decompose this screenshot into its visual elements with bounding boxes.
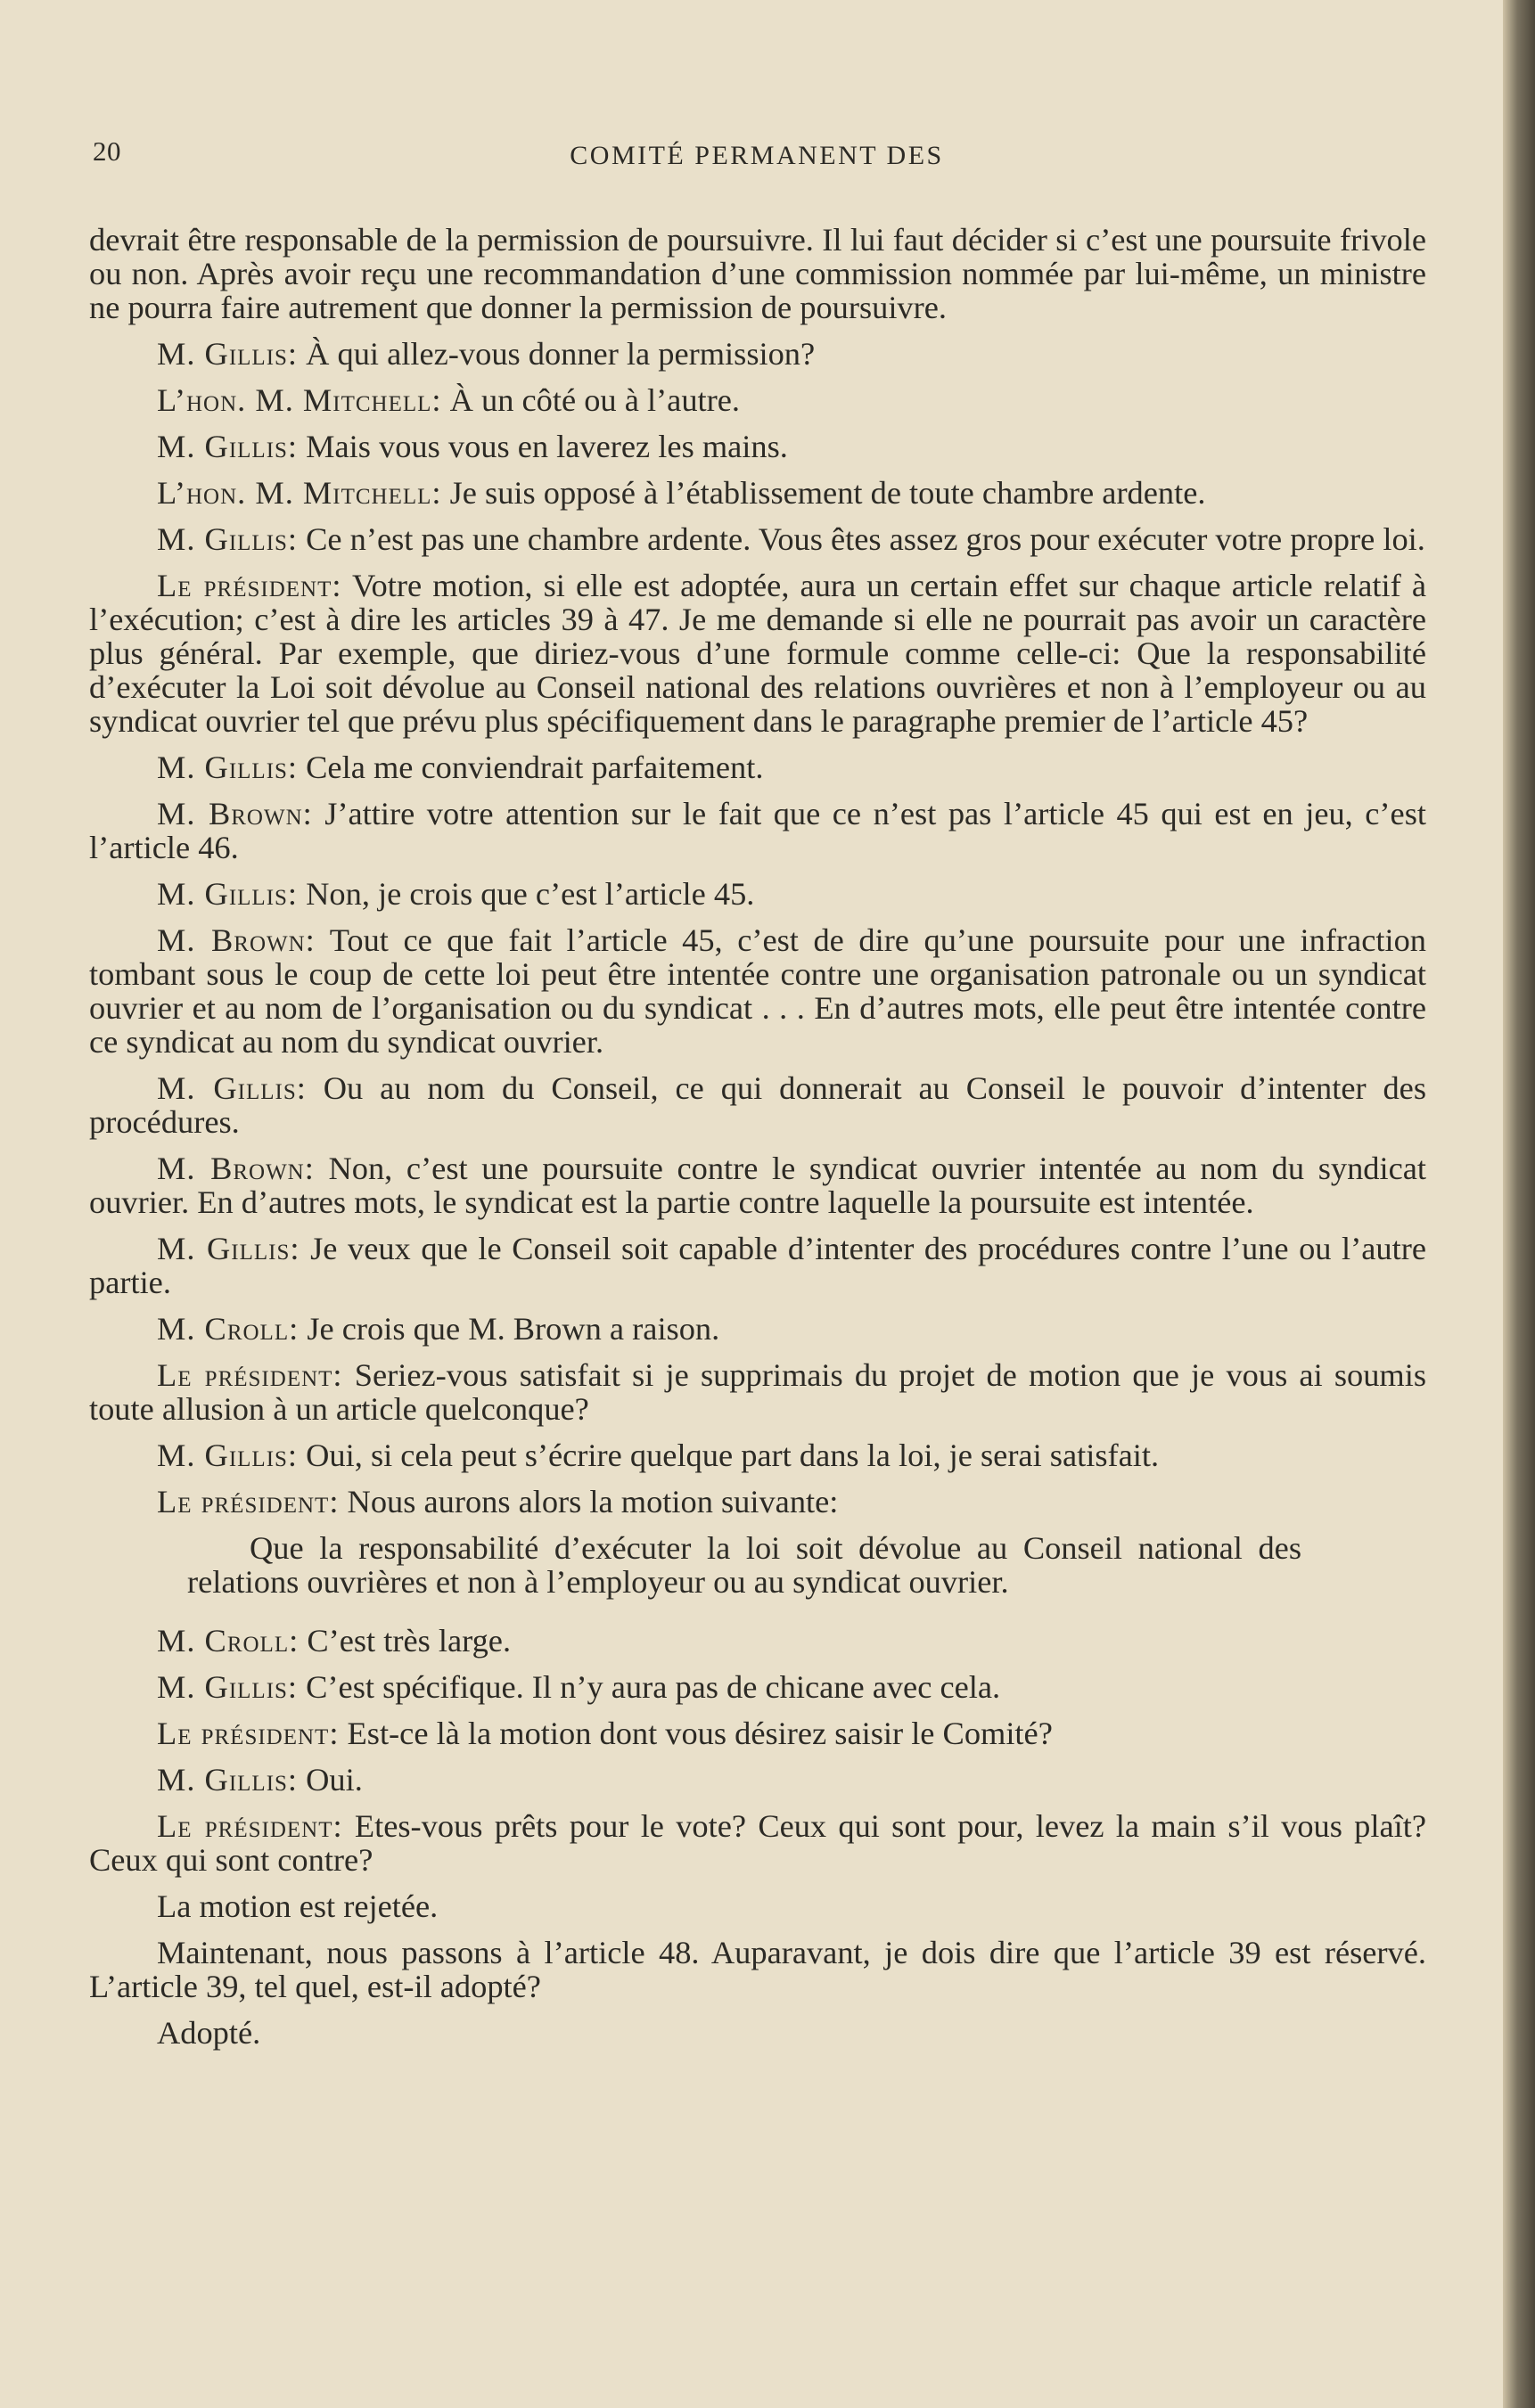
speaker-turn — [89, 1438, 1426, 1472]
speaker-name: M. Croll: — [157, 1623, 300, 1659]
paragraph — [89, 1889, 1426, 1923]
speaker-turn — [89, 1358, 1426, 1426]
speech-text: Nous aurons alors la motion suivante: — [347, 1484, 839, 1519]
speaker-turn — [89, 1071, 1426, 1139]
speech-text: Cela me conviendrait parfaitement. — [306, 749, 764, 785]
speaker-name: M. Gillis: — [157, 1070, 307, 1106]
speech-text: Est-ce là la motion dont vous désirez saisir le Comité? — [347, 1716, 1053, 1751]
speech-text: Oui, si cela peut s’écrire quelque part dans la loi, je serai satisfait. — [306, 1437, 1160, 1473]
speech-text: Non, c’est une poursuite contre le syndicat ouvrier intentée au nom du syndicat ouvrier. En d’autres mots, le syndicat est la partie contre laquelle la poursuite est intentée. — [89, 1151, 1426, 1220]
paragraph-text: Adopté. — [157, 2015, 261, 2051]
speaker-turn — [89, 569, 1426, 738]
speech-text: À un côté ou à l’autre. — [449, 382, 741, 418]
page-header — [93, 135, 1421, 189]
speaker-name: Le président: — [157, 568, 342, 603]
speech-text: Etes-vous prêts pour le vote? Ceux qui sont pour, levez la main s’il vous plaît? Ceux qui sont contre? — [89, 1808, 1426, 1878]
speech-text: C’est spécifique. Il n’y aura pas de chicane avec cela. — [306, 1669, 1001, 1705]
speaker-name: Le président: — [157, 1484, 340, 1519]
speaker-name: Le président: — [157, 1357, 343, 1393]
motion-quote: Que la responsabilité d’exécuter la loi soit dévolue au Conseil national des relations ouvrières et non à l’employeur ou au syndicat ouvrier. — [187, 1530, 1301, 1600]
speech-text: Non, je crois que c’est l’article 45. — [306, 876, 755, 912]
speaker-name: M. Gillis: — [157, 1762, 299, 1798]
speaker-name: L’hon. M. Mitchell: — [157, 475, 442, 511]
speaker-name: M. Gillis: — [157, 429, 299, 464]
speaker-name: M. Gillis: — [157, 336, 299, 372]
speech-text: Mais vous vous en laverez les mains. — [306, 429, 788, 464]
speech-text: Je veux que le Conseil soit capable d’intenter des procédures contre l’une ou l’autre partie. — [89, 1231, 1426, 1300]
speaker-name: M. Gillis: — [157, 749, 299, 785]
page-number: 20 — [93, 135, 121, 167]
speech-text: Ce n’est pas une chambre ardente. Vous êtes assez gros pour exécuter votre propre loi. — [306, 521, 1425, 557]
speaker-turn — [89, 1809, 1426, 1877]
speaker-name: M. Brown: — [157, 796, 313, 831]
speech-text: Votre motion, si elle est adoptée, aura un certain effet sur chaque article relatif à l’exécution; c’est à dire les articles 39 à 47. Je me demande si elle ne pourrait pas avoir un caractère plus général. Par exemple, que diriez-vous d’une formule comme celle-ci: Que la responsabilité d’exécuter la Loi soit dévolue au Conseil national des relations ouvrières et non à l’employeur ou au syndicat ouvrier tel que prévu plus spécifiquement dans le paragraphe premier de l’article 45? — [89, 568, 1426, 739]
speaker-turn — [89, 430, 1426, 463]
speaker-turn — [89, 1716, 1426, 1750]
paragraph — [89, 2016, 1426, 2050]
speaker-turn — [89, 1763, 1426, 1797]
speaker-turn — [89, 337, 1426, 371]
paragraph-text: Maintenant, nous passons à l’article 48. Auparavant, je dois dire que l’article 39 est réservé. L’article 39, tel quel, est-il adopté? — [89, 1935, 1426, 2004]
speaker-turn — [89, 1232, 1426, 1299]
paragraph — [89, 1936, 1426, 2003]
speaker-turn — [89, 1485, 1426, 1519]
speaker-name: M. Croll: — [157, 1311, 300, 1347]
speaker-turn — [89, 923, 1426, 1059]
speaker-turn — [89, 1670, 1426, 1704]
transcript-body — [89, 223, 1426, 2062]
speaker-name: M. Gillis: — [157, 1437, 299, 1473]
speech-text: Ou au nom du Conseil, ce qui donnerait au Conseil le pouvoir d’intenter des procédures. — [89, 1070, 1426, 1140]
speech-text: Oui. — [306, 1762, 363, 1798]
page-edge-shadow — [1503, 0, 1535, 2408]
paragraph — [89, 223, 1426, 324]
speaker-name: M. Gillis: — [157, 521, 299, 557]
speaker-turn — [89, 522, 1426, 556]
speaker-turn — [89, 1151, 1426, 1219]
speaker-name: Le président: — [157, 1808, 343, 1844]
speaker-turn — [89, 476, 1426, 510]
speaker-name: M. Gillis: — [157, 876, 299, 912]
speaker-name: L’hon. M. Mitchell: — [157, 382, 442, 418]
speaker-name: M. Gillis: — [157, 1669, 299, 1705]
speech-text: J’attire votre attention sur le fait que ce n’est pas l’article 45 qui est en jeu, c’est l’article 46. — [89, 796, 1426, 865]
running-head: COMITÉ PERMANENT DES — [570, 141, 944, 170]
speech-text: Je crois que M. Brown a raison. — [307, 1311, 720, 1347]
speech-text: Je suis opposé à l’établissement de toute chambre ardente. — [449, 475, 1206, 511]
speaker-turn — [89, 1624, 1426, 1658]
speaker-name: M. Brown: — [157, 922, 316, 958]
speaker-turn — [89, 750, 1426, 784]
speaker-turn — [89, 383, 1426, 417]
speaker-name: Le président: — [157, 1716, 340, 1751]
speaker-turn — [89, 797, 1426, 864]
speech-text: Seriez-vous satisfait si je supprimais du projet de motion que je vous ai soumis toute allusion à un article quelconque? — [89, 1357, 1426, 1427]
speech-text: C’est très large. — [307, 1623, 512, 1659]
speaker-name: M. Gillis: — [157, 1231, 300, 1266]
speaker-turn — [89, 1312, 1426, 1346]
speech-text: Tout ce que fait l’article 45, c’est de dire qu’une poursuite pour une infraction tombant sous le coup de cette loi peut être intentée contre une organisation patronale ou un syndicat ouvrier et au nom de l’organisation ou du syndicat . . . En d’autres mots, elle peut être intentée contre ce syndicat au nom du syndicat ouvrier. — [89, 922, 1426, 1060]
speaker-turn — [89, 877, 1426, 911]
paragraph-text: La motion est rejetée. — [157, 1888, 439, 1924]
speech-text: À qui allez-vous donner la permission? — [306, 336, 816, 372]
speaker-name: M. Brown: — [157, 1151, 315, 1186]
paragraph-text: devrait être responsable de la permission de poursuivre. Il lui faut décider si c’est une poursuite frivole ou non. Après avoir reçu une recommandation d’une commission nommée par lui-même, un ministre ne pourra faire autrement que donner la permission de poursuivre. — [89, 222, 1426, 325]
